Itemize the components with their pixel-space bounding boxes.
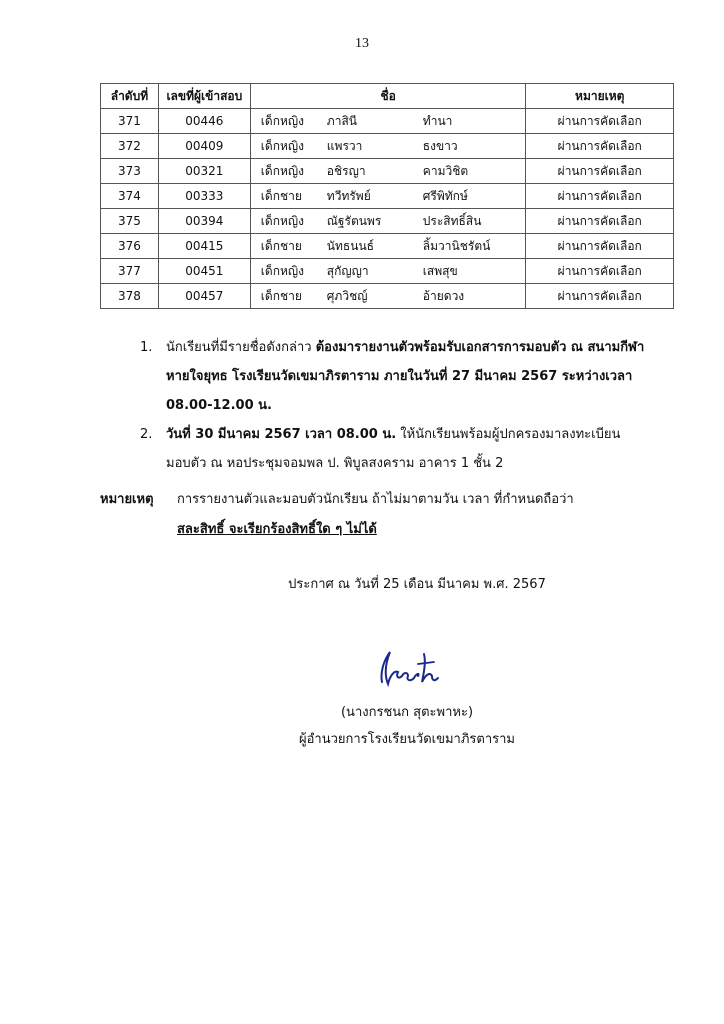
name-title: เด็กชาย: [260, 238, 302, 253]
cell-order: 376: [101, 234, 159, 259]
name-parts: [255, 162, 522, 181]
cell-exam-id: 00394: [158, 209, 250, 234]
header-remark: หมายเหตุ: [526, 84, 674, 109]
cell-remark: ผ่านการคัดเลือก: [526, 259, 674, 284]
last-name: ประสิทธิ์สิน: [422, 213, 482, 228]
first-name: นัทธนนธ์: [326, 238, 374, 253]
name-title: เด็กหญิง: [260, 113, 304, 128]
table-row: [101, 134, 674, 159]
instruction-plain-text: ให้นักเรียนพร้อมผู้ปกครองมาลงทะเบียน มอบตัว ณ หอประชุมจอมพล ป. พิบูลสงคราม อาคาร 1 ชั้น 2: [166, 427, 621, 471]
instruction-number: 2.: [140, 427, 153, 442]
name-parts: [255, 112, 522, 131]
cell-order: 371: [101, 109, 159, 134]
table-row: [101, 234, 674, 259]
cell-exam-id: 00457: [158, 284, 250, 309]
cell-name: [250, 284, 526, 309]
name-parts: [255, 187, 522, 206]
instruction-plain-text: นักเรียนที่มีรายชื่อดังกล่าว: [166, 340, 316, 355]
cell-name: [250, 134, 526, 159]
remark-emphasis: สละสิทธิ์ จะเรียกร้องสิทธิ์ใด ๆ ไม่ได้: [177, 522, 377, 537]
cell-exam-id: 00409: [158, 134, 250, 159]
instruction-bold-text: ต้องมารายงานตัวพร้อมรับเอกสารการมอบตัว ณ สนามกีฬาหายใจยุทธ โรงเรียนวัดเขมาภิรตาราม ภายในวันที่ 27 มีนาคม 2567 ระหว่างเวลา 08.00-12.00 น.: [166, 340, 645, 413]
instruction-number: 1.: [140, 340, 153, 355]
signer-name: (นางกรชนก สุตะพาหะ): [340, 705, 474, 720]
table-row: [101, 184, 674, 209]
first-name: ทวีทรัพย์: [326, 188, 371, 203]
cell-order: 377: [101, 259, 159, 284]
cell-exam-id: 00451: [158, 259, 250, 284]
name-parts: [255, 287, 522, 306]
cell-order: 375: [101, 209, 159, 234]
table-row: [101, 159, 674, 184]
cell-name: [250, 159, 526, 184]
cell-remark: ผ่านการคัดเลือก: [526, 134, 674, 159]
table-body: [101, 109, 674, 309]
instruction-item-1: [140, 333, 660, 420]
last-name: ทำนา: [422, 113, 453, 128]
first-name: ศุภวิชญ์: [326, 288, 368, 303]
name-parts: [255, 137, 522, 156]
cell-exam-id: 00333: [158, 184, 250, 209]
remark-body: [177, 485, 660, 545]
first-name: อชิรญา: [326, 163, 366, 178]
cell-exam-id: 00446: [158, 109, 250, 134]
table-row: [101, 109, 674, 134]
name-parts: [255, 212, 522, 231]
last-name: เสพสุข: [422, 263, 458, 278]
header-exam-id: เลขที่ผู้เข้าสอบ: [158, 84, 250, 109]
results-table: [100, 83, 674, 309]
last-name: ธงขาว: [422, 138, 458, 153]
cell-exam-id: 00415: [158, 234, 250, 259]
table-row: [101, 209, 674, 234]
table-header-row: [101, 84, 674, 109]
cell-remark: ผ่านการคัดเลือก: [526, 209, 674, 234]
cell-remark: ผ่านการคัดเลือก: [526, 184, 674, 209]
first-name: ภาสินี: [326, 113, 357, 128]
name-title: เด็กหญิง: [260, 163, 304, 178]
page-number: 13: [355, 36, 369, 51]
name-title: เด็กหญิง: [260, 213, 304, 228]
first-name: สุกัญญา: [326, 263, 369, 278]
cell-remark: ผ่านการคัดเลือก: [526, 159, 674, 184]
last-name: อ้ายดวง: [422, 288, 465, 303]
announcement-date: ประกาศ ณ วันที่ 25 เดือน มีนาคม พ.ศ. 2567: [288, 577, 546, 592]
name-title: เด็กชาย: [260, 188, 302, 203]
last-name: ลิ้มวานิชรัตน์: [422, 238, 491, 253]
cell-order: 378: [101, 284, 159, 309]
cell-name: [250, 209, 526, 234]
name-title: เด็กหญิง: [260, 263, 304, 278]
instruction-bold-text: วันที่ 30 มีนาคม 2567 เวลา 08.00 น.: [166, 427, 397, 442]
remark-block: [100, 485, 660, 545]
remark-label: หมายเหตุ: [100, 492, 154, 507]
header-name: ชื่อ: [250, 84, 526, 109]
table-row: [101, 284, 674, 309]
name-title: เด็กชาย: [260, 288, 302, 303]
cell-exam-id: 00321: [158, 159, 250, 184]
first-name: แพรวา: [326, 138, 363, 153]
instruction-text: [166, 420, 660, 478]
cell-order: 373: [101, 159, 159, 184]
signature-image: [368, 642, 448, 692]
table-row: [101, 259, 674, 284]
cell-name: [250, 259, 526, 284]
cell-order: 374: [101, 184, 159, 209]
cell-order: 372: [101, 134, 159, 159]
cell-remark: ผ่านการคัดเลือก: [526, 109, 674, 134]
cell-name: [250, 234, 526, 259]
cell-remark: ผ่านการคัดเลือก: [526, 234, 674, 259]
last-name: ศรีพิทักษ์: [422, 188, 468, 203]
header-order: ลำดับที่: [101, 84, 159, 109]
cell-name: [250, 184, 526, 209]
name-parts: [255, 262, 522, 281]
name-title: เด็กหญิง: [260, 138, 304, 153]
instruction-text: [166, 333, 660, 420]
remark-text: การรายงานตัวและมอบตัวนักเรียน ถ้าไม่มาตามวัน เวลา ที่กำหนดถือว่า: [177, 492, 574, 507]
cell-name: [250, 109, 526, 134]
cell-remark: ผ่านการคัดเลือก: [526, 284, 674, 309]
last-name: คามวิชิต: [422, 163, 469, 178]
first-name: ณัฐรัตนพร: [326, 213, 382, 228]
instruction-item-2: [140, 420, 660, 478]
instructions: [140, 333, 660, 478]
signer-title: ผู้อำนวยการโรงเรียนวัดเขมาภิรตาราม: [298, 732, 515, 747]
name-parts: [255, 237, 522, 256]
